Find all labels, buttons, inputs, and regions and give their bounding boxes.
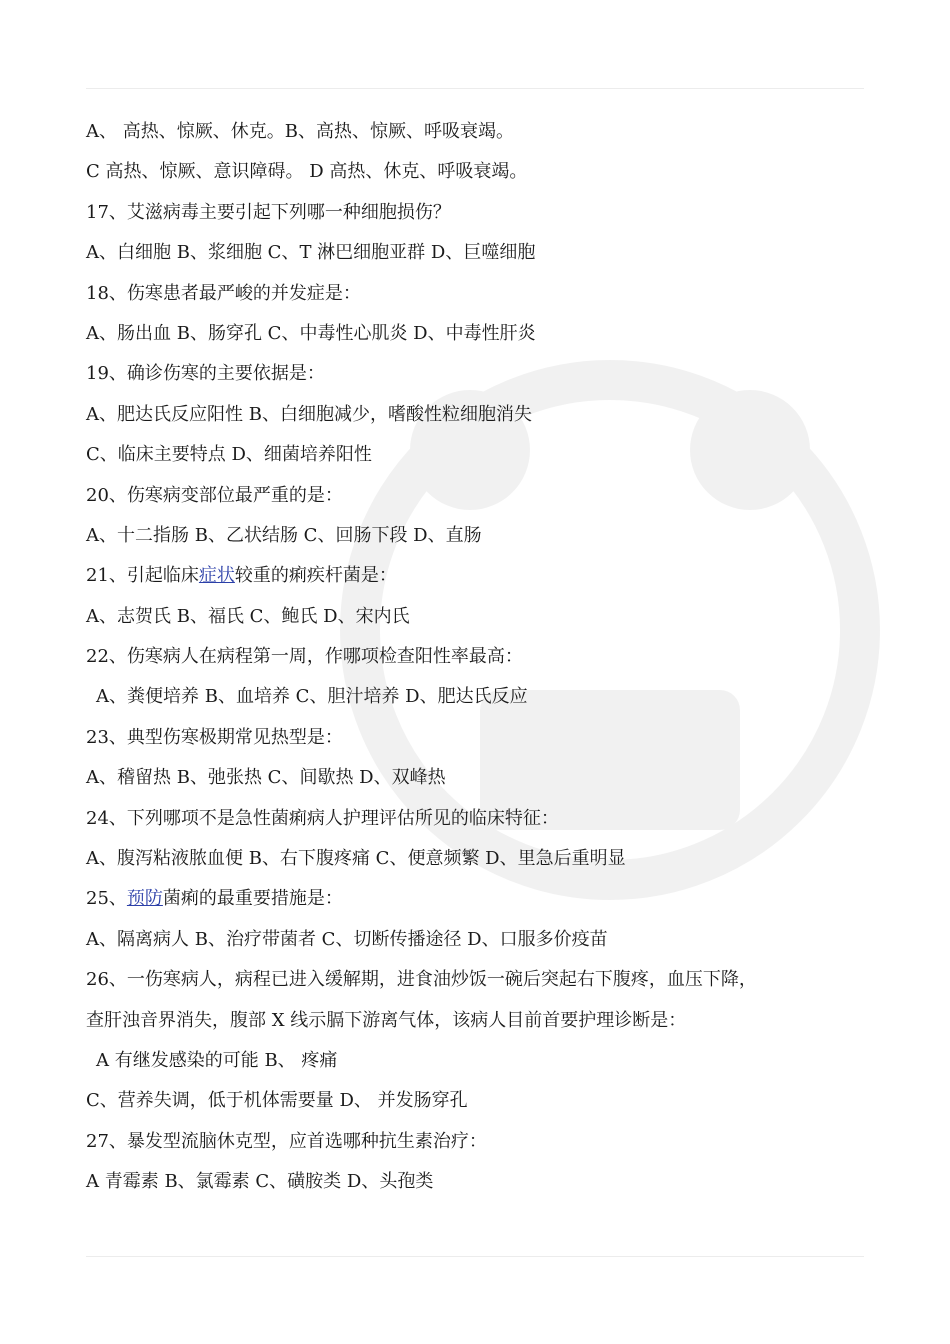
question-26: 26、一伤寒病人，病程已进入缓解期，进食油炒饭一碗后突起右下腹疼，血压下降， [86, 969, 757, 991]
symptom-link[interactable]: 症状 [198, 565, 235, 587]
question-20: 20、伤寒病变部位最严重的是： [86, 484, 343, 506]
text-line: C 高热、惊厥、意识障碍。 D 高热、休克、呼吸衰竭。 [86, 161, 528, 183]
options-26: A 有继发感染的可能 B、 疼痛 [96, 1049, 338, 1071]
question-18: 18、伤寒患者最严峻的并发症是： [86, 282, 361, 304]
options-23: A、稽留热 B、弛张热 C、间歇热 D、双峰热 [86, 767, 446, 789]
question-25 [86, 879, 876, 919]
options-18: A、肠出血 B、肠穿孔 C、中毒性心肌炎 D、中毒性肝炎 [86, 322, 536, 344]
text-span: 25、 [86, 888, 127, 910]
options-21: A、志贺氏 B、福氏 C、鲍氏 D、宋内氏 [86, 605, 410, 627]
text-line: A、 高热、惊厥、休克。B、高热、惊厥、呼吸衰竭。 [86, 121, 514, 142]
prevention-link[interactable]: 预防 [126, 888, 163, 910]
footer-rule [86, 1256, 864, 1257]
options-25: A、隔离病人 B、治疗带菌者 C、切断传播途径 D、口服多价疫苗 [86, 928, 608, 950]
header-rule [86, 88, 864, 89]
question-23: 23、典型伤寒极期常见热型是： [86, 726, 343, 748]
question-list [86, 112, 876, 1203]
options-19-cont: C、临床主要特点 D、细菌培养阳性 [86, 444, 372, 466]
question-26-cont: 查肝浊音界消失，腹部 X 线示膈下游离气体，该病人目前首要护理诊断是： [86, 1009, 687, 1031]
question-27: 27、暴发型流脑休克型，应首选哪种抗生素治疗： [86, 1130, 487, 1152]
text-span: 较重的痢疾杆菌是： [234, 565, 397, 587]
question-21 [86, 556, 876, 596]
text-span: 菌痢的最重要措施是： [162, 888, 343, 910]
options-26-cont: C、营养失调，低于机体需要量 D、 并发肠穿孔 [86, 1090, 468, 1112]
question-17: 17、艾滋病毒主要引起下列哪一种细胞损伤？ [86, 201, 451, 223]
question-22: 22、伤寒病人在病程第一周，作哪项检查阳性率最高： [86, 646, 523, 668]
options-17: A、白细胞 B、浆细胞 C、T 淋巴细胞亚群 D、巨噬细胞 [86, 242, 536, 264]
options-20: A、十二指肠 B、乙状结肠 C、回肠下段 D、直肠 [86, 524, 482, 546]
options-27: A 青霉素 B、氯霉素 C、磺胺类 D、头孢类 [86, 1171, 434, 1193]
question-19: 19、确诊伤寒的主要依据是： [86, 363, 325, 385]
options-19: A、肥达氏反应阳性 B、白细胞减少，嗜酸性粒细胞消失 [86, 403, 532, 425]
options-22: A、粪便培养 B、血培养 C、胆汁培养 D、肥达氏反应 [96, 686, 528, 708]
question-24: 24、下列哪项不是急性菌痢病人护理评估所见的临床特征： [86, 807, 559, 829]
options-24: A、腹泻粘液脓血便 B、右下腹疼痛 C、便意频繁 D、里急后重明显 [86, 848, 626, 870]
text-span: 21、引起临床 [86, 565, 199, 587]
